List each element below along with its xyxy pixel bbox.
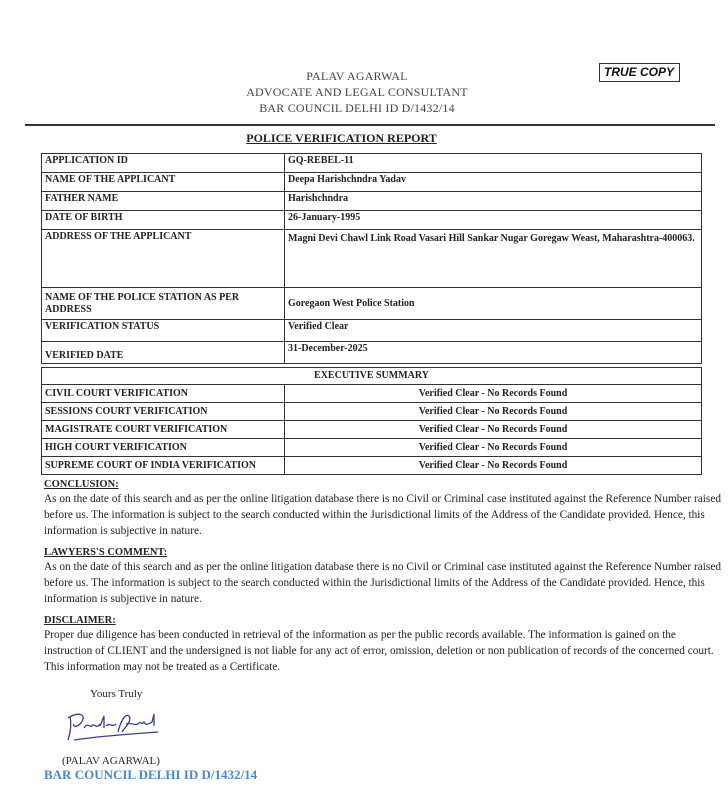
field-value: Harishchndra bbox=[285, 192, 702, 211]
field-label: APPLICATION ID bbox=[42, 154, 285, 173]
details-table bbox=[41, 153, 702, 364]
field-value: 31-December-2025 bbox=[285, 342, 702, 364]
header-bar-id: BAR COUNCIL DELHI ID D/1432/14 bbox=[259, 101, 455, 115]
court-label: HIGH COURT VERIFICATION bbox=[42, 439, 285, 457]
table-header bbox=[42, 368, 702, 385]
field-value: Deepa Harishchndra Yadav bbox=[285, 173, 702, 192]
closing: Yours Truly bbox=[90, 688, 143, 700]
court-result: Verified Clear - No Records Found bbox=[285, 457, 702, 475]
table-row bbox=[42, 288, 702, 320]
summary-heading: EXECUTIVE SUMMARY bbox=[42, 368, 702, 385]
field-label: FATHER NAME bbox=[42, 192, 285, 211]
field-label: ADDRESS OF THE APPLICANT bbox=[42, 230, 285, 288]
table-row bbox=[42, 385, 702, 403]
field-label: NAME OF THE APPLICANT bbox=[42, 173, 285, 192]
comment-text: As on the date of this search and as per the online litigation database there is no Civil or Criminal case instituted against the Reference Number raised before us. The information is subject to the search conducted within the Jurisdictional limits of the Address of the Candidate provided. Hence, this information is subjective in nature. bbox=[44, 561, 721, 605]
court-label: SESSIONS COURT VERIFICATION bbox=[42, 403, 285, 421]
advocate-designation: ADVOCATE AND LEGAL CONSULTANT bbox=[246, 85, 468, 99]
report-title: POLICE VERIFICATION REPORT bbox=[246, 131, 437, 145]
field-label: DATE OF BIRTH bbox=[42, 211, 285, 230]
comment-heading: LAWYERS'S COMMENT: bbox=[44, 547, 168, 558]
court-label: CIVIL COURT VERIFICATION bbox=[42, 385, 285, 403]
signatory-name: (PALAV AGARWAL) bbox=[62, 755, 160, 767]
table-row bbox=[42, 342, 702, 364]
court-result: Verified Clear - No Records Found bbox=[285, 385, 702, 403]
signature bbox=[60, 706, 170, 746]
table-row bbox=[42, 457, 702, 475]
table-row bbox=[42, 230, 702, 288]
field-label: VERIFIED DATE bbox=[42, 342, 285, 364]
field-value: Magni Devi Chawl Link Road Vasari Hill Sankar Nugar Goregaw Weast, Maharashtra-400063. bbox=[285, 230, 702, 288]
court-result: Verified Clear - No Records Found bbox=[285, 403, 702, 421]
field-label: NAME OF THE POLICE STATION AS PER ADDRESS bbox=[42, 288, 285, 320]
field-value: Verified Clear bbox=[285, 320, 702, 342]
field-label: VERIFICATION STATUS bbox=[42, 320, 285, 342]
table-row bbox=[42, 154, 702, 173]
field-value: Goregaon West Police Station bbox=[285, 288, 702, 320]
lawyers-comment-section bbox=[44, 547, 724, 607]
table-row bbox=[42, 173, 702, 192]
court-result: Verified Clear - No Records Found bbox=[285, 421, 702, 439]
header-divider bbox=[25, 124, 715, 126]
executive-summary-table bbox=[41, 367, 702, 475]
disclaimer-text: Proper due diligence has been conducted in retrieval of the information as per the public records available. The information is gained on the instruction of CLIENT and the undersigned is not liable for any act of error, omission, deletion or non publication of records of the concerned court. This information may not be treated as a Certificate. bbox=[44, 629, 714, 673]
conclusion-section bbox=[44, 479, 724, 539]
table-row bbox=[42, 421, 702, 439]
table-row bbox=[42, 211, 702, 230]
disclaimer-heading: DISCLAIMER: bbox=[44, 615, 116, 626]
table-row bbox=[42, 439, 702, 457]
conclusion-heading: CONCLUSION: bbox=[44, 479, 119, 490]
field-value: GQ-REBEL-11 bbox=[285, 154, 702, 173]
signatory-bar-id: BAR COUNCIL DELHI ID D/1432/14 bbox=[44, 767, 258, 782]
disclaimer-section bbox=[44, 615, 724, 675]
table-row bbox=[42, 192, 702, 211]
court-label: MAGISTRATE COURT VERIFICATION bbox=[42, 421, 285, 439]
true-copy-stamp: TRUE COPY bbox=[599, 63, 680, 82]
table-row bbox=[42, 403, 702, 421]
table-row bbox=[42, 320, 702, 342]
conclusion-text: As on the date of this search and as per the online litigation database there is no Civil or Criminal case instituted against the Reference Number raised before us. The information is subject to the search conducted within the Jurisdictional limits of the Address of the Candidate provided. Hence, this information is subjective in nature. bbox=[44, 493, 721, 537]
court-result: Verified Clear - No Records Found bbox=[285, 439, 702, 457]
field-value: 26-January-1995 bbox=[285, 211, 702, 230]
advocate-name: PALAV AGARWAL bbox=[306, 69, 408, 83]
court-label: SUPREME COURT OF INDIA VERIFICATION bbox=[42, 457, 285, 475]
